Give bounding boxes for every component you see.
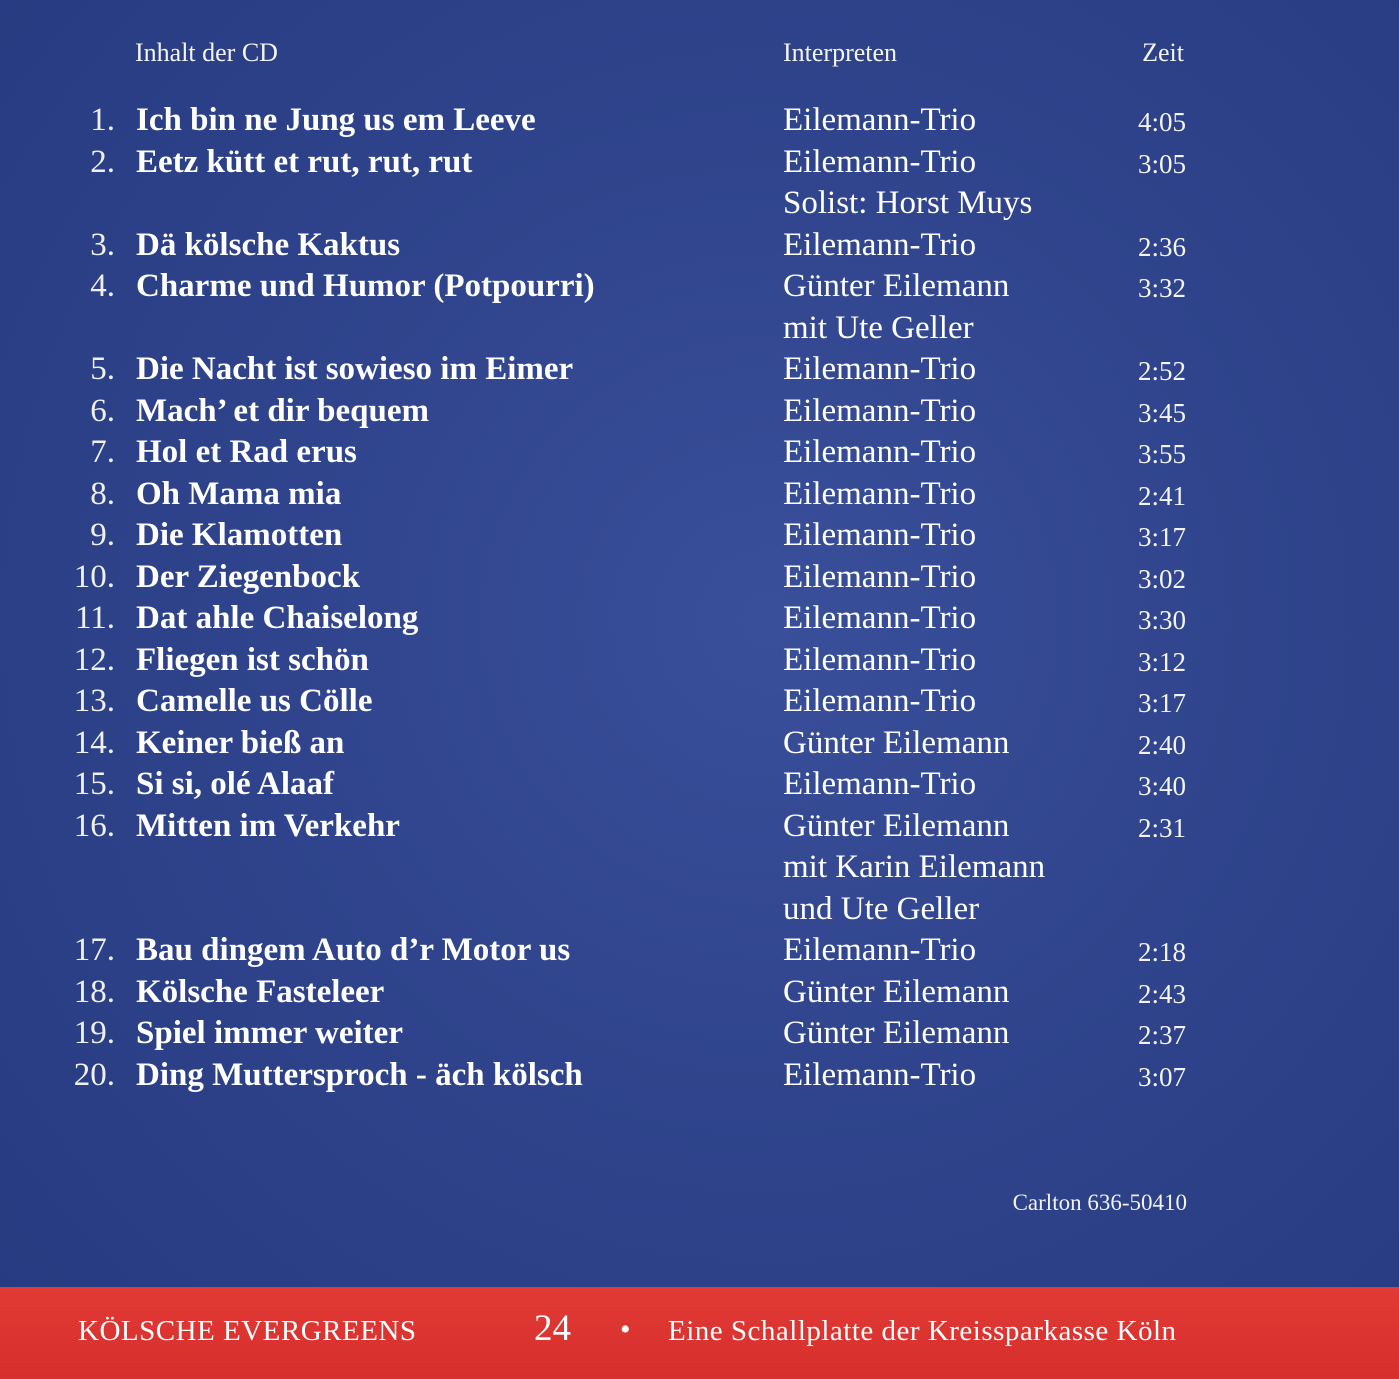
track-number: 13. [73,683,115,719]
bullet-separator: • [620,1313,631,1346]
track-artist: Eilemann-Trio [783,932,977,968]
track-artist: Günter Eilemann [783,973,1010,1010]
track-title: Oh Mama mia [136,475,342,512]
track-title: Bau dingem Auto d’r Motor us [136,932,571,968]
track-artist: Eilemann-Trio [783,434,977,470]
track-title: Dat ahle Chaiselong [136,600,419,636]
track-number: 14. [73,724,115,761]
track-artist: Günter Eilemann [783,807,1010,844]
track-row [0,974,1399,1016]
track-time: 3:12 [1137,646,1186,677]
track-row [0,559,1399,601]
track-time: 3:45 [1137,397,1186,428]
track-time: 3:40 [1137,771,1186,801]
track-title: Mitten im Verkehr [136,807,400,844]
track-artist: mit Ute Geller [783,309,974,346]
track-artist: Eilemann-Trio [783,143,977,180]
track-number: 12. [73,641,115,678]
track-row [0,808,1399,850]
time-heading: Zeit [1142,38,1184,67]
track-title: Die Klamotten [136,517,343,553]
track-title: Die Nacht ist sowieso im Eimer [136,351,574,387]
track-title: Keiner bieß an [136,724,345,761]
track-row-continuation [0,891,1399,933]
track-time: 2:43 [1137,978,1186,1009]
track-time: 4:05 [1137,107,1186,137]
track-title: Charme und Humor (Potpourri) [136,268,595,304]
track-row [0,227,1399,269]
tracklist-header [0,0,1399,90]
track-artist: Eilemann-Trio [783,226,977,263]
track-time: 2:52 [1137,356,1186,386]
track-artist: Günter Eilemann [783,1015,1010,1051]
track-title: Hol et Rad erus [136,434,357,470]
track-row [0,1015,1399,1057]
track-artist: Eilemann-Trio [783,600,977,636]
catalog-number: Carlton 636-50410 [1012,1190,1187,1215]
series-number: 24 [534,1308,571,1349]
track-artist: mit Karin Eilemann [783,849,1046,885]
track-row [0,351,1399,393]
track-title: Kölsche Fasteleer [136,973,385,1010]
track-row [0,932,1399,974]
track-time: 2:31 [1137,812,1186,843]
track-artist: Günter Eilemann [783,268,1010,304]
track-number: 2. [90,143,115,180]
track-row [0,766,1399,808]
track-title: Ich bin ne Jung us em Leeve [136,102,536,138]
track-number: 5. [90,351,115,387]
track-title: Camelle us Cölle [136,683,373,719]
track-number: 4. [90,268,115,304]
track-number: 6. [90,392,115,429]
track-row [0,642,1399,684]
track-time: 3:02 [1137,563,1186,594]
track-time: 3:05 [1137,148,1186,179]
track-number: 18. [73,973,115,1010]
track-time: 3:17 [1137,688,1186,718]
track-title: Mach’ et dir bequem [136,392,429,429]
track-title: Der Ziegenbock [136,558,360,595]
track-title: Eetz kütt et rut, rut, rut [136,143,473,180]
track-time: 2:41 [1137,480,1186,511]
track-artist: Eilemann-Trio [783,351,977,387]
track-number: 20. [73,1056,115,1093]
track-artist: Eilemann-Trio [783,1056,977,1093]
track-time: 3:07 [1137,1061,1186,1092]
track-artist: Günter Eilemann [783,724,1010,761]
track-title: Spiel immer weiter [136,1015,403,1051]
track-row [0,1057,1399,1099]
track-artist: Eilemann-Trio [783,683,977,719]
track-time: 2:40 [1137,729,1186,760]
footer-tagline: Eine Schallplatte der Kreissparkasse Köln [668,1315,1177,1347]
track-row [0,683,1399,725]
track-number: 19. [73,1015,115,1051]
track-number: 9. [90,517,115,553]
track-artist: Eilemann-Trio [783,102,977,138]
track-title: Dä kölsche Kaktus [136,226,401,263]
track-time: 3:17 [1137,522,1186,552]
track-artist: Eilemann-Trio [783,392,977,429]
track-number: 3. [90,226,115,263]
track-artist: und Ute Geller [783,890,980,927]
track-artist: Eilemann-Trio [783,517,977,553]
track-time: 3:30 [1137,605,1186,635]
track-artist: Eilemann-Trio [783,558,977,595]
track-row-continuation [0,849,1399,891]
track-row-continuation [0,185,1399,227]
track-row [0,600,1399,642]
track-number: 16. [73,807,115,844]
content-heading: Inhalt der CD [135,38,278,67]
track-artist: Eilemann-Trio [783,766,977,802]
track-number: 17. [73,932,115,968]
track-time: 2:36 [1137,231,1186,262]
track-time: 2:37 [1137,1020,1186,1050]
track-time: 3:32 [1137,273,1186,303]
track-title: Ding Muttersproch - äch kölsch [136,1056,583,1093]
track-time: 2:18 [1137,937,1186,967]
track-number: 1. [90,102,115,138]
track-title: Fliegen ist schön [136,641,369,678]
track-row [0,434,1399,476]
track-row [0,102,1399,144]
track-row [0,476,1399,518]
track-row [0,725,1399,767]
track-artist: Solist: Horst Muys [783,185,1033,221]
track-number: 15. [73,766,115,802]
track-row-continuation [0,310,1399,352]
artists-heading: Interpreten [783,38,898,67]
track-time: 3:55 [1137,439,1186,469]
track-artist: Eilemann-Trio [783,641,977,678]
track-number: 10. [73,558,115,595]
track-number: 11. [74,600,115,636]
track-artist: Eilemann-Trio [783,475,977,512]
track-row [0,517,1399,559]
track-row [0,268,1399,310]
series-title: KÖLSCHE EVERGREENS [78,1315,417,1347]
track-row [0,144,1399,186]
tracklist [0,102,1399,1098]
track-title: Si si, olé Alaaf [136,766,335,802]
footer-banner [0,1287,1399,1379]
track-number: 7. [90,434,115,470]
track-number: 8. [90,475,115,512]
track-row [0,393,1399,435]
